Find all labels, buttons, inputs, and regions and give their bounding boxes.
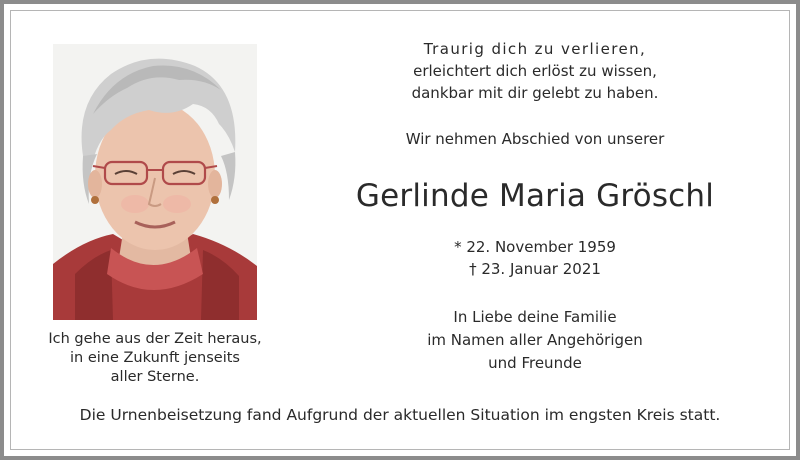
poem-line: Traurig dich zu verlieren, — [423, 40, 647, 58]
birth-date: * 22. November 1959 — [454, 238, 616, 256]
family-line: und Freunde — [488, 354, 582, 372]
poem — [320, 38, 750, 104]
family-line: In Liebe deine Familie — [453, 308, 617, 326]
quote-line: in eine Zukunft jenseits — [70, 350, 240, 366]
quote-line: Ich gehe aus der Zeit heraus, — [48, 331, 262, 347]
burial-note: Die Urnenbeisetzung fand Aufgrund der aktuellen Situation im engsten Kreis statt. — [79, 406, 721, 424]
family-signature — [320, 306, 750, 375]
life-dates — [320, 236, 750, 280]
farewell-intro: Wir nehmen Abschied von unserer — [405, 130, 665, 148]
quote-line: aller Sterne. — [110, 369, 200, 385]
deceased-name: Gerlinde Maria Gröschl — [355, 178, 715, 214]
portrait-photo — [53, 44, 257, 320]
death-date: † 23. Januar 2021 — [469, 260, 601, 278]
family-line: im Namen aller Angehörigen — [427, 331, 643, 349]
memorial-quote — [20, 330, 290, 387]
poem-line: dankbar mit dir gelebt zu haben. — [411, 84, 659, 102]
poem-line: erleichtert dich erlöst zu wissen, — [413, 62, 657, 80]
